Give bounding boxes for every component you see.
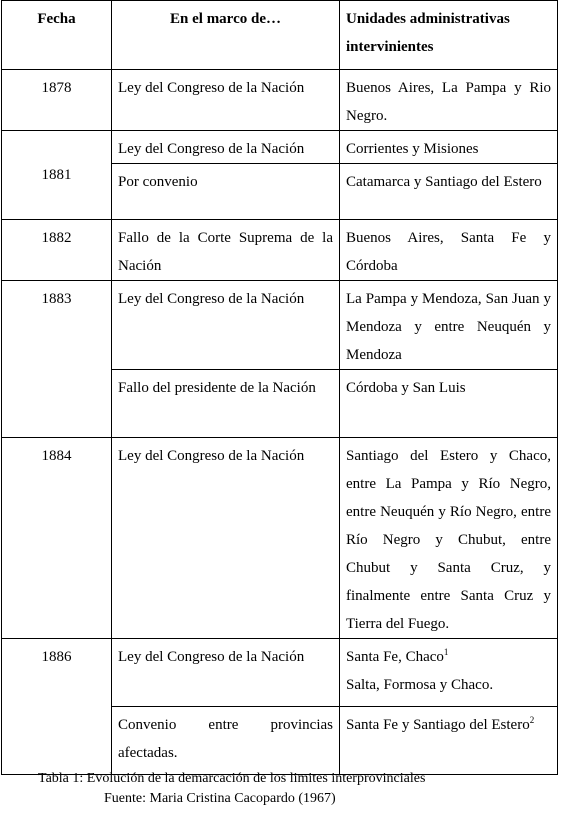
header-marco: En el marco de…: [112, 1, 340, 70]
table-row: [2, 438, 558, 639]
table-row: [2, 70, 558, 131]
cell-unidades-text: Santa Fe, Chaco: [346, 649, 444, 665]
header-fecha: Fecha: [2, 1, 112, 70]
table-caption: Tabla 1: Evolución de la demarcación de los limites interprovinciales: [38, 771, 426, 786]
cell-fecha: 1882: [2, 220, 112, 281]
cell-marco: Convenio entre provincias afectadas.: [112, 707, 340, 775]
cell-unidades: [340, 707, 558, 775]
cell-fecha: 1883: [2, 281, 112, 438]
table-source: Fuente: Maria Cristina Cacopardo (1967): [104, 791, 336, 806]
cell-fecha: 1881: [2, 131, 112, 220]
table-row: [2, 131, 558, 164]
header-row: [2, 1, 558, 70]
cell-unidades-line: Salta, Formosa y Chaco.: [346, 677, 494, 693]
cell-unidades: Córdoba y San Luis: [340, 370, 558, 438]
cell-unidades: [340, 639, 558, 707]
cell-unidades-text: Santa Fe y Santiago del Estero: [346, 717, 530, 733]
cell-marco: Ley del Congreso de la Nación: [112, 438, 340, 639]
footnote-marker: 1: [443, 647, 449, 657]
cell-marco: Ley del Congreso de la Nación: [112, 131, 340, 164]
cell-fecha: 1878: [2, 70, 112, 131]
cell-unidades: Corrientes y Misiones: [340, 131, 558, 164]
cell-marco: Fallo del presidente de la Nación: [112, 370, 340, 438]
cell-unidades: Buenos Aires, Santa Fe y Córdoba: [340, 220, 558, 281]
cell-unidades-line: [346, 643, 551, 671]
cell-fecha: 1884: [2, 438, 112, 639]
limits-table: [1, 0, 558, 775]
header-unidades: Unidades administrativas intervinientes: [340, 1, 558, 70]
cell-marco: Ley del Congreso de la Nación: [112, 281, 340, 370]
table-row: [2, 220, 558, 281]
cell-unidades: Catamarca y Santiago del Estero: [340, 164, 558, 220]
cell-unidades: Buenos Aires, La Pampa y Rio Negro.: [340, 70, 558, 131]
cell-fecha: 1886: [2, 639, 112, 775]
cell-unidades: La Pampa y Mendoza, San Juan y Mendoza y entre Neuquén y Mendoza: [340, 281, 558, 370]
cell-marco: Por convenio: [112, 164, 340, 220]
footnote-marker: 2: [529, 715, 535, 725]
cell-marco: Fallo de la Corte Suprema de la Nación: [112, 220, 340, 281]
table-row: [2, 639, 558, 707]
cell-unidades: Santiago del Estero y Chaco, entre La Pampa y Río Negro, entre Neuquén y Río Negro, entre Río Negro y Chubut, entre Chubut y Santa Cruz, y finalmente entre Santa Cruz y Tierra del Fuego.: [340, 438, 558, 639]
cell-marco: Ley del Congreso de la Nación: [112, 639, 340, 707]
table-row: [2, 281, 558, 370]
cell-marco: Ley del Congreso de la Nación: [112, 70, 340, 131]
